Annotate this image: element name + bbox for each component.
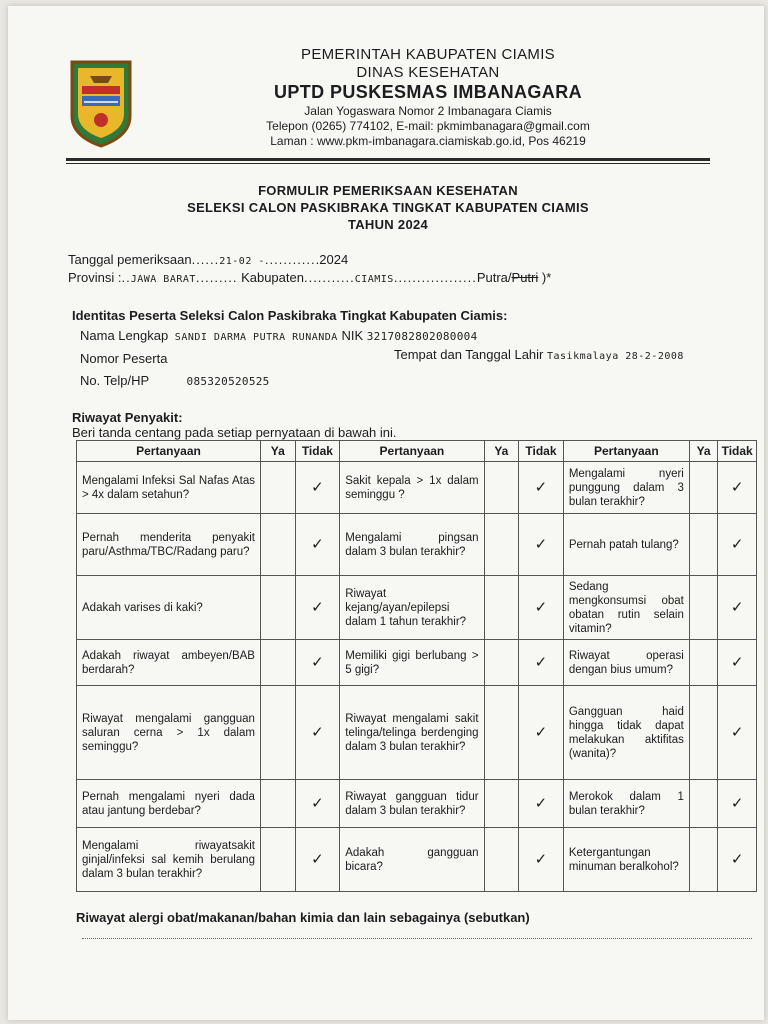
table-row: [77, 514, 757, 576]
header-tidak-2: Tidak: [519, 441, 564, 462]
tidak-checkbox[interactable]: ✓: [295, 780, 340, 828]
question-cell: Mengalami riwayatsakit ginjal/infeksi sal kemih berulang dalam 3 bulan terakhir?: [77, 828, 261, 892]
tidak-checkbox[interactable]: ✓: [519, 514, 564, 576]
table-row: [77, 828, 757, 892]
ya-checkbox[interactable]: [260, 640, 295, 686]
table-row: [77, 686, 757, 780]
table-row: [77, 780, 757, 828]
ya-checkbox[interactable]: [260, 514, 295, 576]
tanggal-year: .2024: [315, 252, 349, 267]
question-cell: Riwayat gangguan tidur dalam 3 bulan terakhir?: [340, 780, 484, 828]
question-cell: Riwayat kejang/ayan/epilepsi dalam 1 tahun terakhir?: [340, 576, 484, 640]
header-pertanyaan-1: Pertanyaan: [77, 441, 261, 462]
question-cell: Mengalami nyeri punggung dalam 3 bulan terakhir?: [563, 462, 689, 514]
kabupaten-ciamis-logo: [68, 56, 134, 148]
table-row: [77, 462, 757, 514]
ya-checkbox[interactable]: [260, 686, 295, 780]
header-pertanyaan-2: Pertanyaan: [340, 441, 484, 462]
provinsi-label: Provinsi :: [68, 270, 122, 285]
kabupaten-label: Kabupaten: [241, 270, 304, 285]
table-row: [77, 576, 757, 640]
ya-checkbox[interactable]: [484, 780, 519, 828]
question-cell: Pernah menderita penyakit paru/Asthma/TBC/Radang paru?: [77, 514, 261, 576]
header-divider-thick: [66, 158, 710, 161]
nomor-peserta-label: Nomor Peserta: [80, 351, 168, 366]
table-row: [77, 640, 757, 686]
question-cell: Pernah mengalami nyeri dada atau jantung berdebar?: [77, 780, 261, 828]
provinsi-row: Provinsi :..JAWA BARAT......... Kabupaten...........CIAMIS..................Putra/Putri )*: [68, 270, 552, 285]
ya-checkbox[interactable]: [689, 640, 717, 686]
tidak-checkbox[interactable]: ✓: [295, 640, 340, 686]
ya-checkbox[interactable]: [689, 780, 717, 828]
header-ya-2: Ya: [484, 441, 519, 462]
provinsi-value: JAWA BARAT: [130, 274, 196, 285]
tidak-checkbox[interactable]: ✓: [718, 780, 757, 828]
question-cell: Adakah varises di kaki?: [77, 576, 261, 640]
question-cell: Ketergantungan minuman beralkohol?: [563, 828, 689, 892]
riwayat-instruction: Beri tanda centang pada setiap pernyataan di bawah ini.: [72, 425, 397, 440]
header-tidak-1: Tidak: [295, 441, 340, 462]
ya-checkbox[interactable]: [689, 576, 717, 640]
riwayat-heading: Riwayat Penyakit:: [72, 410, 183, 425]
tidak-checkbox[interactable]: ✓: [718, 640, 757, 686]
header-website: Laman : www.pkm-imbanagara.ciamiskab.go.id, Pos 46219: [270, 134, 586, 148]
tidak-checkbox[interactable]: ✓: [718, 514, 757, 576]
putri-label: Putri: [511, 270, 539, 285]
form-page: [8, 6, 764, 1020]
ya-checkbox[interactable]: [260, 780, 295, 828]
nama-label: Nama Lengkap: [80, 328, 169, 343]
question-cell: Adakah riwayat ambeyen/BAB berdarah?: [77, 640, 261, 686]
ya-checkbox[interactable]: [484, 576, 519, 640]
header-contact: Telepon (0265) 774102, E-mail: pkmimbanagara@gmail.com: [266, 119, 590, 133]
question-cell: Mengalami pingsan dalam 3 bulan terakhir?: [340, 514, 484, 576]
form-subtitle: SELEKSI CALON PASKIBRAKA TINGKAT KABUPATEN CIAMIS: [187, 200, 589, 215]
ya-checkbox[interactable]: [689, 514, 717, 576]
question-cell: Mengalami Infeksi Sal Nafas Atas > 4x dalam setahun?: [77, 462, 261, 514]
tidak-checkbox[interactable]: ✓: [295, 686, 340, 780]
nama-value: SANDI DARMA PUTRA RUNANDA: [174, 332, 338, 343]
question-cell: Memiliki gigi berlubang > 5 gigi?: [340, 640, 484, 686]
header-puskesmas: UPTD PUSKESMAS IMBANAGARA: [273, 82, 582, 102]
tidak-checkbox[interactable]: ✓: [519, 828, 564, 892]
nik-value: 3217082802080004: [366, 330, 478, 343]
tidak-checkbox[interactable]: ✓: [295, 514, 340, 576]
putra-suffix: )*: [538, 270, 552, 285]
tidak-checkbox[interactable]: ✓: [519, 780, 564, 828]
table-header-row: [77, 441, 757, 462]
telp-label: No. Telp/HP: [80, 373, 149, 388]
tanggal-value: 21-02 -: [219, 256, 265, 267]
ya-checkbox[interactable]: [484, 640, 519, 686]
tidak-checkbox[interactable]: ✓: [718, 576, 757, 640]
telp-value: 085320520525: [186, 375, 270, 388]
tidak-checkbox[interactable]: ✓: [718, 462, 757, 514]
telp-row: [80, 373, 270, 388]
question-cell: Riwayat mengalami sakit telinga/telinga berdenging dalam 3 bulan terakhir?: [340, 686, 484, 780]
tidak-checkbox[interactable]: ✓: [295, 828, 340, 892]
question-cell: Pernah patah tulang?: [563, 514, 689, 576]
header-ya-1: Ya: [260, 441, 295, 462]
kabupaten-value: CIAMIS: [354, 274, 394, 285]
ya-checkbox[interactable]: [260, 462, 295, 514]
ya-checkbox[interactable]: [484, 828, 519, 892]
question-cell: Riwayat operasi dengan bius umum?: [563, 640, 689, 686]
ya-checkbox[interactable]: [689, 462, 717, 514]
header-pertanyaan-3: Pertanyaan: [563, 441, 689, 462]
nik-label: NIK: [341, 328, 364, 343]
header-address: Jalan Yogaswara Nomor 2 Imbanagara Ciamis: [304, 104, 552, 118]
alergi-label: Riwayat alergi obat/makanan/bahan kimia dan lain sebagainya (sebutkan): [76, 910, 530, 925]
ya-checkbox[interactable]: [689, 828, 717, 892]
alergi-answer-line[interactable]: [82, 938, 752, 939]
ya-checkbox[interactable]: [484, 686, 519, 780]
question-cell: Riwayat mengalami gangguan saluran cerna > 1x dalam seminggu?: [77, 686, 261, 780]
tidak-checkbox[interactable]: ✓: [519, 686, 564, 780]
ya-checkbox[interactable]: [484, 462, 519, 514]
header-government: PEMERINTAH KABUPATEN CIAMIS: [301, 46, 555, 63]
identitas-heading: Identitas Peserta Seleksi Calon Paskibraka Tingkat Kabupaten Ciamis:: [72, 308, 508, 323]
ttl-row: [394, 347, 684, 362]
tanggal-row: Tanggal pemeriksaan......21-02 -............2024: [68, 252, 349, 267]
header-ya-3: Ya: [689, 441, 717, 462]
tanggal-label: Tanggal pemeriksaan: [68, 252, 192, 267]
tidak-checkbox[interactable]: ✓: [519, 640, 564, 686]
header-department: DINAS KESEHATAN: [356, 64, 500, 81]
tidak-checkbox[interactable]: ✓: [519, 462, 564, 514]
riwayat-table: [76, 440, 757, 892]
tidak-checkbox[interactable]: ✓: [295, 462, 340, 514]
putra-label: Putra/: [476, 270, 512, 285]
ya-checkbox[interactable]: [260, 576, 295, 640]
ttl-value: Tasikmalaya 28-2-2008: [547, 351, 684, 362]
question-cell: Adakah gangguan bicara?: [340, 828, 484, 892]
question-cell: Merokok dalam 1 bulan terakhir?: [563, 780, 689, 828]
header-tidak-3: Tidak: [718, 441, 757, 462]
ya-checkbox[interactable]: [484, 514, 519, 576]
question-cell: Sakit kepala > 1x dalam seminggu ?: [340, 462, 484, 514]
tidak-checkbox[interactable]: ✓: [295, 576, 340, 640]
tidak-checkbox[interactable]: ✓: [519, 576, 564, 640]
question-cell: Sedang mengkonsumsi obat obatan rutin selain vitamin?: [563, 576, 689, 640]
tidak-checkbox[interactable]: ✓: [718, 828, 757, 892]
form-title: FORMULIR PEMERIKSAAN KESEHATAN: [258, 183, 518, 198]
ttl-label: Tempat dan Tanggal Lahir: [394, 347, 544, 362]
header-divider-thin: [66, 163, 710, 164]
question-cell: Gangguan haid hingga tidak dapat melakukan aktifitas (wanita)?: [563, 686, 689, 780]
ya-checkbox[interactable]: [260, 828, 295, 892]
ya-checkbox[interactable]: [689, 686, 717, 780]
nama-row: [80, 328, 478, 343]
tidak-checkbox[interactable]: ✓: [718, 686, 757, 780]
form-year: TAHUN 2024: [347, 217, 429, 232]
